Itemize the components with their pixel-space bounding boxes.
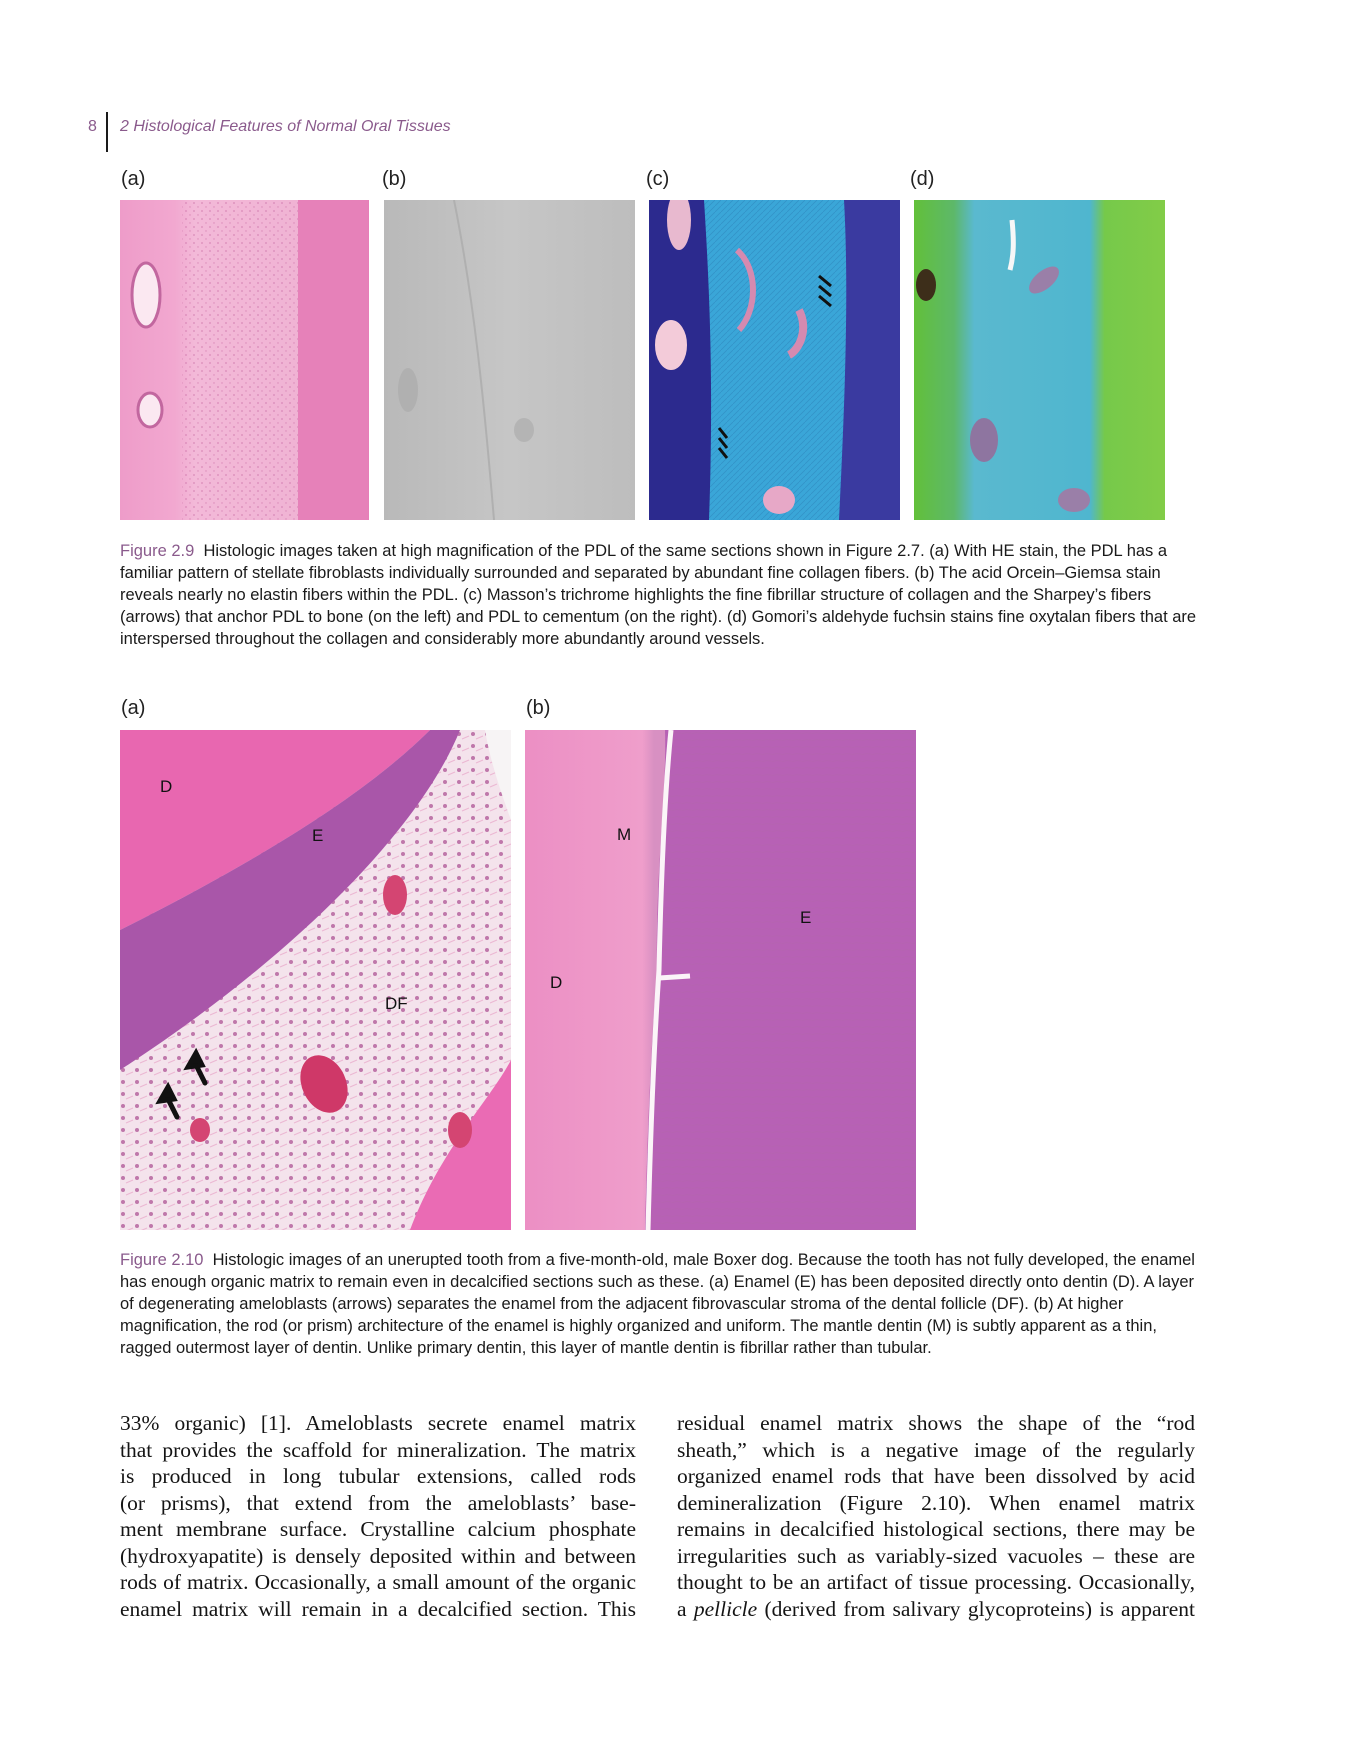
body-left-line-8: enamel matrix will remain in a decalcified section. This bbox=[120, 1596, 636, 1621]
body-left-line-2: that provides the scaffold for mineralization. The matrix bbox=[120, 1437, 636, 1462]
body-right-line-1: residual enamel matrix shows the shape of the “rod bbox=[677, 1411, 1195, 1435]
fig29-panel-b-image bbox=[384, 200, 635, 520]
page-number: 8 bbox=[88, 118, 97, 135]
fig210-panel-a-label: (a) bbox=[121, 697, 146, 719]
fig210-panel-b-label: (b) bbox=[526, 697, 551, 719]
body-left-line-7: rods of matrix. Occasionally, a small amount of the organic bbox=[120, 1570, 636, 1594]
body-left-column bbox=[120, 1410, 636, 1622]
fig210a-label-e: E bbox=[312, 826, 324, 845]
body-right-column bbox=[677, 1410, 1195, 1622]
body-left-line-6: (hydroxyapatite) is densely deposited within and between bbox=[120, 1543, 636, 1568]
fig210a-label-df: DF bbox=[385, 994, 408, 1013]
body-left-line-1: 33% organic) [1]. Ameloblasts secrete enamel matrix bbox=[120, 1411, 636, 1435]
fig29-panel-c-image bbox=[649, 200, 900, 520]
fig29-panel-a-label: (a) bbox=[121, 168, 146, 190]
body-left-line-4: (or prisms), that extend from the ameloblasts’ base- bbox=[120, 1490, 636, 1515]
body-left-line-3: is produced in long tubular extensions, called rods bbox=[120, 1464, 636, 1488]
fig29-panel-d-image bbox=[914, 200, 1165, 520]
body-left-line-5: ment membrane surface. Crystalline calcium phosphate bbox=[120, 1517, 636, 1541]
fig210-panel-a-image bbox=[120, 730, 511, 1230]
fig29-panel-b-label: (b) bbox=[382, 168, 407, 190]
fig29-caption-text: Histologic images taken at high magnification of the PDL of the same sections shown in Figure 2.7. (a) With HE stain, the PDL has a familiar pattern of stellate fibroblasts individually surrounded and separated by abundant fine collagen fibers. (b) The acid Orcein–Giemsa stain reveals nearly no elastin fibers within the PDL. (c) Masson’s trichrome highlights the fine fibrillar structure of collagen and the Sharpey’s fibers (arrows) that anchor PDL to bone (on the left) and PDL to cementum (on the right). (d) Gomori’s aldehyde fuchsin stains fine oxytalan fibers that are interspersed throughout the collagen and considerably more abundantly around vessels. bbox=[120, 542, 1197, 648]
fig29-panel-c-label: (c) bbox=[646, 168, 670, 190]
pellicle-term: pellicle bbox=[693, 1596, 758, 1621]
fig210b-label-d: D bbox=[550, 973, 563, 992]
running-title: 2 Histological Features of Normal Oral Tissues bbox=[120, 118, 451, 135]
body-right-line-8 bbox=[677, 1596, 1195, 1623]
body-right-line-8-suffix: (derived from salivary glycoproteins) is apparent bbox=[757, 1596, 1195, 1621]
fig210a-label-d: D bbox=[160, 777, 173, 796]
body-right-line-4: demineralization (Figure 2.10). When enamel matrix bbox=[677, 1490, 1195, 1515]
fig29-panel-d-label: (d) bbox=[910, 168, 935, 190]
fig29-panel-a-image bbox=[120, 200, 369, 520]
body-right-line-7: thought to be an artifact of tissue processing. Occasionally, bbox=[677, 1570, 1195, 1594]
body-right-line-6: irregularities such as variably-sized vacuoles – these are bbox=[677, 1543, 1195, 1568]
body-right-line-3: organized enamel rods that have been dissolved by acid bbox=[677, 1464, 1195, 1488]
header-divider bbox=[106, 112, 108, 152]
fig29-caption bbox=[120, 540, 1202, 650]
body-right-line-5: remains in decalcified histological sections, there may be bbox=[677, 1517, 1195, 1541]
fig210-caption-label: Figure 2.10 bbox=[120, 1251, 204, 1269]
body-right-line-2: sheath,” which is a negative image of the regularly bbox=[677, 1437, 1195, 1462]
fig29-caption-label: Figure 2.9 bbox=[120, 542, 195, 560]
fig210-caption-text: Histologic images of an unerupted tooth from a five-month-old, male Boxer dog. Because the tooth has not fully developed, the enamel has enough organic matrix to remain even in decalcified sections such as these. (a) Enamel (E) has been deposited directly onto dentin (D). A layer of degenerating ameloblasts (arrows) separates the enamel from the adjacent fibrovascular stroma of the dental follicle (DF). (b) At higher magnification, the rod (or prism) architecture of the enamel is highly organized and uniform. The mantle dentin (M) is subtly apparent as a thin, ragged outermost layer of dentin. Unlike primary dentin, this layer of mantle dentin is fibrillar rather than tubular. bbox=[120, 1251, 1195, 1357]
fig210b-label-m: M bbox=[617, 825, 632, 844]
fig210b-label-e: E bbox=[800, 908, 812, 927]
body-right-line-8-prefix: a bbox=[677, 1596, 694, 1621]
fig210-panel-b-image bbox=[525, 730, 916, 1230]
fig210-caption bbox=[120, 1249, 1202, 1359]
